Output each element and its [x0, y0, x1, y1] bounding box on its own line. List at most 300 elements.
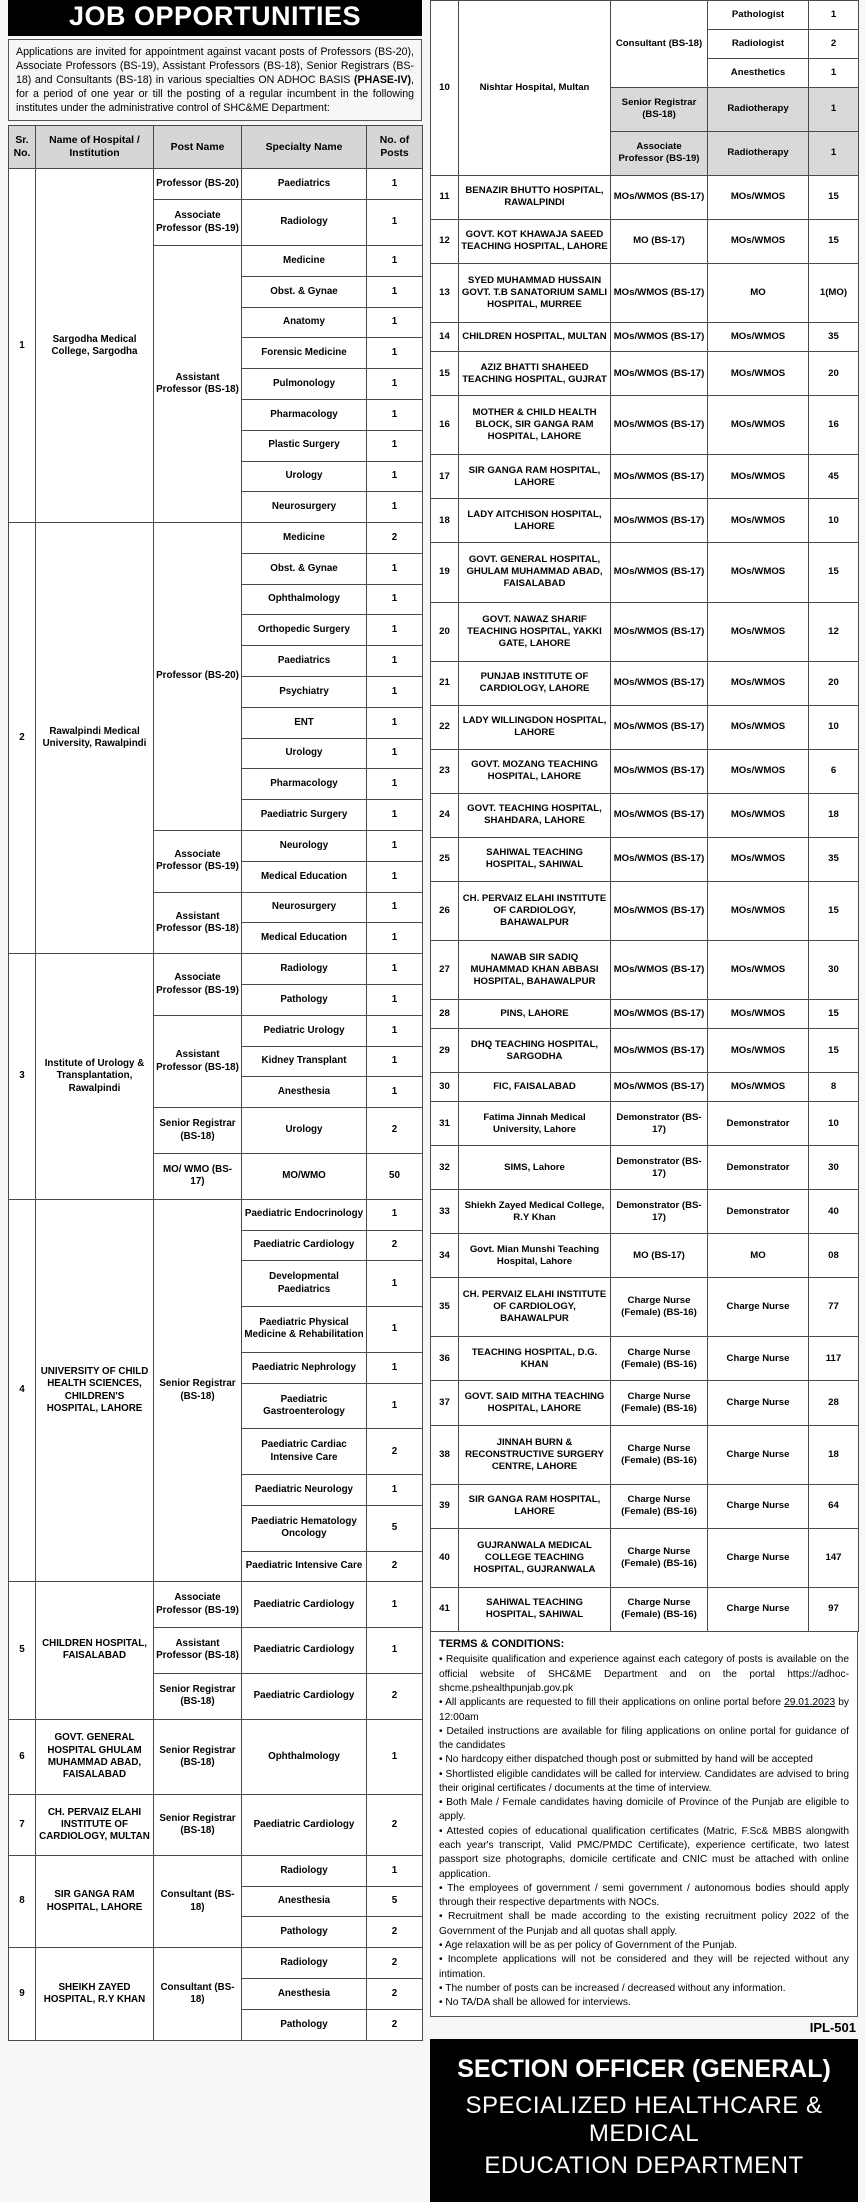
posts-count-cell: 1: [367, 800, 423, 831]
post-name-cell: MOs/WMOS (BS-17): [611, 1029, 708, 1073]
sr-no-cell: 18: [431, 499, 459, 543]
post-name-cell: Demonstrator (BS-17): [611, 1146, 708, 1190]
sr-no-cell: 34: [431, 1234, 459, 1278]
post-name-cell: Charge Nurse (Female) (BS-16): [611, 1337, 708, 1381]
posts-count-cell: 1: [367, 369, 423, 400]
table-row: [431, 1190, 859, 1234]
table-row: [431, 1146, 859, 1190]
specialty-cell: MOs/WMOS: [708, 1029, 809, 1073]
posts-count-cell: 2: [367, 1917, 423, 1948]
posts-count-cell: 15: [809, 175, 859, 219]
posts-count-cell: 20: [809, 352, 859, 396]
sr-no-cell: 38: [431, 1425, 459, 1484]
vacancies-table-right: [430, 0, 859, 1632]
posts-count-cell: 1: [367, 831, 423, 862]
bullet-icon: •: [439, 1768, 446, 1780]
specialty-cell: Medical Education: [242, 861, 367, 892]
specialty-cell: Radiotherapy: [708, 87, 809, 131]
specialty-cell: Paediatric Gastroenterology: [242, 1383, 367, 1429]
specialty-cell: Charge Nurse: [708, 1278, 809, 1337]
sr-no-cell: 3: [9, 954, 36, 1199]
posts-count-cell: 35: [809, 837, 859, 881]
posts-count-cell: 1: [367, 677, 423, 708]
specialty-cell: Pathology: [242, 2009, 367, 2041]
left-column: [8, 0, 422, 2202]
sr-no-cell: 39: [431, 1484, 459, 1528]
hospital-name-cell: SIR GANGA RAM HOSPITAL, LAHORE: [36, 1855, 154, 1947]
bullet-icon: •: [439, 1997, 446, 2009]
posts-count-cell: 2: [367, 1551, 423, 1582]
hospital-name-cell: Institute of Urology & Transplantation, Rawalpindi: [36, 954, 154, 1199]
table-row: [431, 661, 859, 705]
bullet-icon: •: [439, 1882, 448, 1894]
sr-no-cell: 28: [431, 1000, 459, 1029]
ipl-code: IPL-501: [809, 2020, 856, 2036]
posts-count-cell: 1: [367, 492, 423, 523]
specialty-cell: Obst. & Gynae: [242, 276, 367, 307]
posts-count-cell: 1: [367, 553, 423, 584]
table-row: [431, 1000, 859, 1029]
post-name-cell: Associate Professor (BS-19): [154, 954, 242, 1016]
specialty-cell: Pulmonology: [242, 369, 367, 400]
hospital-name-cell: GOVT. SAID MITHA TEACHING HOSPITAL, LAHORE: [459, 1381, 611, 1425]
posts-count-cell: 1: [809, 131, 859, 175]
post-name-cell: Senior Registrar (BS-18): [154, 1719, 242, 1795]
posts-count-cell: 1: [367, 1855, 423, 1886]
post-name-cell: Senior Registrar (BS-18): [154, 1673, 242, 1719]
sr-no-cell: 21: [431, 661, 459, 705]
posts-count-cell: 30: [809, 941, 859, 1000]
specialty-cell: Demonstrator: [708, 1146, 809, 1190]
post-name-cell: MOs/WMOS (BS-17): [611, 1000, 708, 1029]
term-item: • Both Male / Female candidates having domicile of Province of the Punjab are eligible to apply.: [439, 1797, 850, 1823]
post-name-cell: MOs/WMOS (BS-17): [611, 175, 708, 219]
hospital-name-cell: CH. PERVAIZ ELAHI INSTITUTE OF CARDIOLOGY, BAHAWALPUR: [459, 1278, 611, 1337]
specialty-cell: MOs/WMOS: [708, 749, 809, 793]
term-item: • Attested copies of educational qualification certificates (Matric, F.Sc& MBBS alongwith each year's transcript, Valid PMC/PMDC Certificate), experience certificate, two latest passport size photographs, domicile certificate and CNIC must be attached with online application.: [439, 1825, 849, 1880]
hospital-name-cell: MOTHER & CHILD HEALTH BLOCK, SIR GANGA RAM HOSPITAL, LAHORE: [459, 396, 611, 455]
specialty-cell: MOs/WMOS: [708, 396, 809, 455]
posts-count-cell: 2: [367, 523, 423, 554]
sr-no-cell: 9: [9, 1948, 36, 2041]
table-row: [431, 219, 859, 263]
specialty-cell: MOs/WMOS: [708, 455, 809, 499]
table-row: [431, 455, 859, 499]
post-name-cell: Consultant (BS-18): [611, 1, 708, 88]
table-row: [431, 1381, 859, 1425]
posts-count-cell: 77: [809, 1278, 859, 1337]
specialty-cell: Paediatric Cardiology: [242, 1628, 367, 1674]
hospital-name-cell: Nishtar Hospital, Multan: [459, 1, 611, 176]
specialty-cell: Paediatric Neurology: [242, 1475, 367, 1506]
table-row: [431, 1425, 859, 1484]
posts-count-cell: 1: [367, 307, 423, 338]
specialty-cell: MO: [708, 1234, 809, 1278]
post-name-cell: Charge Nurse (Female) (BS-16): [611, 1278, 708, 1337]
post-name-cell: MOs/WMOS (BS-17): [611, 881, 708, 940]
post-name-cell: Senior Registrar (BS-18): [154, 1795, 242, 1856]
posts-count-cell: 1: [367, 707, 423, 738]
post-name-cell: Demonstrator (BS-17): [611, 1102, 708, 1146]
post-name-cell: MOs/WMOS (BS-17): [611, 793, 708, 837]
post-name-cell: MOs/WMOS (BS-17): [611, 661, 708, 705]
sr-no-cell: 29: [431, 1029, 459, 1073]
specialty-cell: Paediatric Cardiology: [242, 1582, 367, 1628]
hospital-name-cell: GOVT. GENERAL HOSPITAL GHULAM MUHAMMAD ABAD, FAISALABAD: [36, 1719, 154, 1795]
specialty-cell: Pathology: [242, 985, 367, 1016]
post-name-cell: Associate Professor (BS-19): [154, 200, 242, 246]
specialty-cell: Obst. & Gynae: [242, 553, 367, 584]
hospital-name-cell: PUNJAB INSTITUTE OF CARDIOLOGY, LAHORE: [459, 661, 611, 705]
sr-no-cell: 6: [9, 1719, 36, 1795]
sr-no-cell: 40: [431, 1528, 459, 1587]
posts-count-cell: 1: [367, 1307, 423, 1353]
term-item: • Shortlisted eligible candidates will be called for interview. Candidates are advised to bring their original certificates / documents at the time of interview.: [439, 1768, 849, 1794]
specialty-cell: MOs/WMOS: [708, 1000, 809, 1029]
specialty-cell: Forensic Medicine: [242, 338, 367, 369]
sr-no-cell: 14: [431, 323, 459, 352]
sr-no-cell: 26: [431, 881, 459, 940]
posts-count-cell: 2: [367, 1429, 423, 1475]
table-row: [431, 793, 859, 837]
specialty-cell: Paediatric Nephrology: [242, 1352, 367, 1383]
posts-count-cell: 1: [367, 1582, 423, 1628]
specialty-cell: Charge Nurse: [708, 1528, 809, 1587]
posts-count-cell: 1: [809, 87, 859, 131]
posts-count-cell: 1: [367, 615, 423, 646]
sr-no-cell: 7: [9, 1795, 36, 1856]
specialty-cell: Pharmacology: [242, 399, 367, 430]
table-row: [431, 837, 859, 881]
posts-count-cell: 1: [367, 892, 423, 923]
post-name-cell: MO (BS-17): [611, 1234, 708, 1278]
specialty-cell: Neurosurgery: [242, 492, 367, 523]
page-title: JOB OPPORTUNITIES: [8, 0, 422, 36]
posts-count-cell: 1: [367, 200, 423, 246]
post-name-cell: MOs/WMOS (BS-17): [611, 941, 708, 1000]
specialty-cell: MO: [708, 264, 809, 323]
posts-count-cell: 1: [367, 954, 423, 985]
table-row: [431, 1073, 859, 1102]
table-row: [431, 1337, 859, 1381]
table-row: [431, 749, 859, 793]
posts-count-cell: 1: [809, 1, 859, 30]
hospital-name-cell: DHQ TEACHING HOSPITAL, SARGODHA: [459, 1029, 611, 1073]
posts-count-cell: 2: [367, 1948, 423, 1979]
specialty-cell: MOs/WMOS: [708, 219, 809, 263]
post-name-cell: Senior Registrar (BS-18): [154, 1199, 242, 1582]
posts-count-cell: 1: [367, 338, 423, 369]
posts-count-cell: 1: [367, 1719, 423, 1795]
specialty-cell: MOs/WMOS: [708, 602, 809, 661]
specialty-cell: ENT: [242, 707, 367, 738]
sr-no-cell: 13: [431, 264, 459, 323]
specialty-cell: Anatomy: [242, 307, 367, 338]
term-item: • Requisite qualification and experience against each category of posts is available on the official website of SHC&ME Department and on the portal https://adhoc-shcme.pshealthpunjab.gov.pk: [439, 1654, 849, 1694]
specialty-cell: Paediatric Cardiac Intensive Care: [242, 1429, 367, 1475]
sr-no-cell: 33: [431, 1190, 459, 1234]
right-column: [430, 0, 858, 2202]
post-name-cell: MOs/WMOS (BS-17): [611, 499, 708, 543]
sr-no-cell: 12: [431, 219, 459, 263]
hospital-name-cell: CH. PERVAIZ ELAHI INSTITUTE OF CARDIOLOGY, BAHAWALPUR: [459, 881, 611, 940]
posts-count-cell: 1: [367, 1628, 423, 1674]
terms-list: [439, 1653, 849, 2010]
term-item: • The number of posts can be increased / decreased without any information.: [439, 1982, 786, 1994]
sr-no-cell: 27: [431, 941, 459, 1000]
specialty-cell: Medical Education: [242, 923, 367, 954]
table-row: [431, 1587, 859, 1631]
sr-no-cell: 36: [431, 1337, 459, 1381]
posts-count-cell: 1: [367, 276, 423, 307]
post-name-cell: Associate Professor (BS-19): [154, 1582, 242, 1628]
table-row: [9, 1719, 423, 1795]
posts-count-cell: 15: [809, 1029, 859, 1073]
table-row: [431, 352, 859, 396]
posts-count-cell: 35: [809, 323, 859, 352]
bullet-icon: •: [439, 1825, 447, 1837]
table-row: [431, 323, 859, 352]
bullet-icon: •: [439, 1654, 446, 1666]
footer-department-line1: SPECIALIZED HEALTHCARE & MEDICAL: [465, 2092, 823, 2148]
sr-no-cell: 35: [431, 1278, 459, 1337]
posts-count-cell: 5: [367, 1886, 423, 1917]
post-name-cell: MOs/WMOS (BS-17): [611, 837, 708, 881]
sr-no-cell: 37: [431, 1381, 459, 1425]
specialty-cell: Anesthetics: [708, 58, 809, 87]
specialty-cell: Kidney Transplant: [242, 1046, 367, 1077]
specialty-cell: MOs/WMOS: [708, 881, 809, 940]
specialty-cell: MOs/WMOS: [708, 175, 809, 219]
column-header: Name of Hospital / Institution: [36, 126, 154, 169]
posts-count-cell: 1: [367, 1046, 423, 1077]
hospital-name-cell: CHILDREN HOSPITAL, FAISALABAD: [36, 1582, 154, 1719]
post-name-cell: Consultant (BS-18): [154, 1948, 242, 2041]
posts-count-cell: 1: [809, 58, 859, 87]
post-name-cell: MOs/WMOS (BS-17): [611, 323, 708, 352]
hospital-name-cell: FIC, FAISALABAD: [459, 1073, 611, 1102]
posts-count-cell: 1(MO): [809, 264, 859, 323]
specialty-cell: Radiologist: [708, 29, 809, 58]
posts-count-cell: 1: [367, 399, 423, 430]
specialty-cell: MOs/WMOS: [708, 352, 809, 396]
post-name-cell: Charge Nurse (Female) (BS-16): [611, 1484, 708, 1528]
post-name-cell: MOs/WMOS (BS-17): [611, 396, 708, 455]
posts-count-cell: 18: [809, 1425, 859, 1484]
posts-count-cell: 117: [809, 1337, 859, 1381]
table-row: [431, 1234, 859, 1278]
table-row: [431, 175, 859, 219]
posts-count-cell: 28: [809, 1381, 859, 1425]
sr-no-cell: 41: [431, 1587, 459, 1631]
posts-count-cell: 40: [809, 1190, 859, 1234]
hospital-name-cell: SAHIWAL TEACHING HOSPITAL, SAHIWAL: [459, 1587, 611, 1631]
intro-part2: , for a period of one year or till the posting of a regular incumbent in the following institutes under the administrative control of SHC&ME Department:: [16, 74, 414, 115]
bullet-icon: •: [439, 1940, 445, 1952]
posts-count-cell: 10: [809, 705, 859, 749]
specialty-cell: Developmental Paediatrics: [242, 1261, 367, 1307]
specialty-cell: Radiology: [242, 1855, 367, 1886]
table-row: [431, 264, 859, 323]
table-row: [431, 705, 859, 749]
bullet-icon: •: [439, 1725, 447, 1737]
sr-no-cell: 22: [431, 705, 459, 749]
specialty-cell: Radiology: [242, 200, 367, 246]
specialty-cell: Orthopedic Surgery: [242, 615, 367, 646]
table-row: [431, 1278, 859, 1337]
hospital-name-cell: LADY WILLINGDON HOSPITAL, LAHORE: [459, 705, 611, 749]
posts-count-cell: 1: [367, 646, 423, 677]
hospital-name-cell: SIR GANGA RAM HOSPITAL, LAHORE: [459, 1484, 611, 1528]
specialty-cell: Radiotherapy: [708, 131, 809, 175]
posts-count-cell: 2: [367, 1673, 423, 1719]
specialty-cell: Radiology: [242, 954, 367, 985]
sr-no-cell: 2: [9, 523, 36, 954]
posts-count-cell: 1: [367, 430, 423, 461]
posts-count-cell: 1: [367, 861, 423, 892]
term-item: • Recruitment shall be made according to the existing recruitment policy 2022 of the Government of the Punjab and all quotas shall apply.: [439, 1911, 850, 1937]
posts-count-cell: 15: [809, 219, 859, 263]
posts-count-cell: 15: [809, 543, 859, 602]
specialty-cell: Paediatric Cardiology: [242, 1230, 367, 1261]
posts-count-cell: 1: [367, 923, 423, 954]
sr-no-cell: 24: [431, 793, 459, 837]
specialty-cell: Paediatric Endocrinology: [242, 1199, 367, 1230]
table-row: [431, 396, 859, 455]
sr-no-cell: 17: [431, 455, 459, 499]
hospital-name-cell: SHEIKH ZAYED HOSPITAL, R.Y KHAN: [36, 1948, 154, 2041]
footer-signature-box: [430, 2039, 858, 2202]
term-item: • The employees of government / semi government / autonomous bodies should apply through their respective departments with NOCs.: [439, 1882, 849, 1909]
intro-phase-bold: (PHASE-IV): [353, 74, 412, 87]
post-name-cell: Associate Professor (BS-19): [611, 131, 708, 175]
sr-no-cell: 4: [9, 1199, 36, 1582]
posts-count-cell: 1: [367, 169, 423, 200]
post-name-cell: Assistant Professor (BS-18): [154, 245, 242, 522]
specialty-cell: Psychiatry: [242, 677, 367, 708]
specialty-cell: Pathology: [242, 1917, 367, 1948]
table-row: [431, 1484, 859, 1528]
specialty-cell: Medicine: [242, 523, 367, 554]
specialty-cell: Urology: [242, 1108, 367, 1154]
table-row: [431, 1102, 859, 1146]
sr-no-cell: 23: [431, 749, 459, 793]
table-row: [9, 1795, 423, 1856]
post-name-cell: MO (BS-17): [611, 219, 708, 263]
header-row: [9, 126, 423, 169]
specialty-cell: Anesthesia: [242, 1886, 367, 1917]
posts-count-cell: 5: [367, 1505, 423, 1551]
column-header: Specialty Name: [242, 126, 367, 169]
hospital-name-cell: GUJRANWALA MEDICAL COLLEGE TEACHING HOSPITAL, GUJRANWALA: [459, 1528, 611, 1587]
specialty-cell: Pediatric Urology: [242, 1015, 367, 1046]
term-item: • All applicants are requested to fill their applications on online portal before 29.01.2023 by 12:00am: [439, 1697, 849, 1723]
terms-section: [430, 1632, 858, 2017]
posts-count-cell: 10: [809, 1102, 859, 1146]
specialty-cell: Anesthesia: [242, 1077, 367, 1108]
specialty-cell: Paediatric Intensive Care: [242, 1551, 367, 1582]
specialty-cell: MO/WMO: [242, 1153, 367, 1199]
term-item: • No TA/DA shall be allowed for interviews.: [439, 1997, 631, 2009]
post-name-cell: MO/ WMO (BS-17): [154, 1153, 242, 1199]
bullet-icon: •: [439, 1797, 447, 1809]
posts-count-cell: 8: [809, 1073, 859, 1102]
posts-count-cell: 1: [367, 1077, 423, 1108]
hospital-name-cell: LADY AITCHISON HOSPITAL, LAHORE: [459, 499, 611, 543]
posts-count-cell: 30: [809, 1146, 859, 1190]
table-row: [9, 1855, 423, 1886]
table-row: [9, 1199, 423, 1230]
bullet-icon: •: [439, 1954, 448, 1966]
specialty-cell: MOs/WMOS: [708, 941, 809, 1000]
post-name-cell: MOs/WMOS (BS-17): [611, 264, 708, 323]
hospital-name-cell: CHILDREN HOSPITAL, MULTAN: [459, 323, 611, 352]
specialty-cell: Demonstrator: [708, 1190, 809, 1234]
table-row: [9, 523, 423, 554]
posts-count-cell: 1: [367, 985, 423, 1016]
specialty-cell: Urology: [242, 461, 367, 492]
specialty-cell: Ophthalmology: [242, 584, 367, 615]
posts-count-cell: 1: [367, 769, 423, 800]
footer-department-line2: EDUCATION DEPARTMENT: [484, 2152, 804, 2180]
specialty-cell: Urology: [242, 738, 367, 769]
sr-no-cell: 8: [9, 1855, 36, 1947]
hospital-name-cell: GOVT. MOZANG TEACHING HOSPITAL, LAHORE: [459, 749, 611, 793]
specialty-cell: Medicine: [242, 245, 367, 276]
post-name-cell: Senior Registrar (BS-18): [154, 1108, 242, 1154]
posts-count-cell: 2: [367, 1979, 423, 2010]
posts-count-cell: 1: [367, 1261, 423, 1307]
posts-count-cell: 2: [367, 1795, 423, 1856]
posts-count-cell: 1: [367, 738, 423, 769]
posts-count-cell: 147: [809, 1528, 859, 1587]
specialty-cell: MOs/WMOS: [708, 323, 809, 352]
specialty-cell: Neurosurgery: [242, 892, 367, 923]
posts-count-cell: 16: [809, 396, 859, 455]
hospital-name-cell: BENAZIR BHUTTO HOSPITAL, RAWALPINDI: [459, 175, 611, 219]
post-name-cell: Demonstrator (BS-17): [611, 1190, 708, 1234]
hospital-name-cell: GOVT. TEACHING HOSPITAL, SHAHDARA, LAHORE: [459, 793, 611, 837]
post-name-cell: Charge Nurse (Female) (BS-16): [611, 1587, 708, 1631]
posts-count-cell: 1: [367, 584, 423, 615]
sr-no-cell: 11: [431, 175, 459, 219]
specialty-cell: Charge Nurse: [708, 1381, 809, 1425]
posts-count-cell: 1: [367, 1475, 423, 1506]
post-name-cell: MOs/WMOS (BS-17): [611, 543, 708, 602]
post-name-cell: Professor (BS-20): [154, 523, 242, 831]
post-name-cell: Consultant (BS-18): [154, 1855, 242, 1947]
posts-count-cell: 1: [367, 461, 423, 492]
hospital-name-cell: JINNAH BURN & RECONSTRUCTIVE SURGERY CENTRE, LAHORE: [459, 1425, 611, 1484]
sr-no-cell: 16: [431, 396, 459, 455]
post-name-cell: Charge Nurse (Female) (BS-16): [611, 1528, 708, 1587]
specialty-cell: Paediatrics: [242, 646, 367, 677]
hospital-name-cell: Fatima Jinnah Medical University, Lahore: [459, 1102, 611, 1146]
sr-no-cell: 32: [431, 1146, 459, 1190]
post-name-cell: MOs/WMOS (BS-17): [611, 602, 708, 661]
posts-count-cell: 10: [809, 499, 859, 543]
posts-count-cell: 1: [367, 1015, 423, 1046]
specialty-cell: Demonstrator: [708, 1102, 809, 1146]
term-item: • No hardcopy either dispatched though post or submitted by hand will be accepted: [439, 1754, 813, 1766]
term-item: • Incomplete applications will not be considered and they will be rejected without any intimation.: [439, 1954, 849, 1980]
specialty-cell: Pharmacology: [242, 769, 367, 800]
posts-count-cell: 12: [809, 602, 859, 661]
hospital-name-cell: GOVT. GENERAL HOSPITAL, GHULAM MUHAMMAD ABAD, FAISALABAD: [459, 543, 611, 602]
term-item: • Age relaxation will be as per policy of Government of the Punjab.: [439, 1940, 738, 1952]
deadline-date: 29.01.2023: [784, 1697, 836, 1709]
specialty-cell: Paediatric Hematology Oncology: [242, 1505, 367, 1551]
